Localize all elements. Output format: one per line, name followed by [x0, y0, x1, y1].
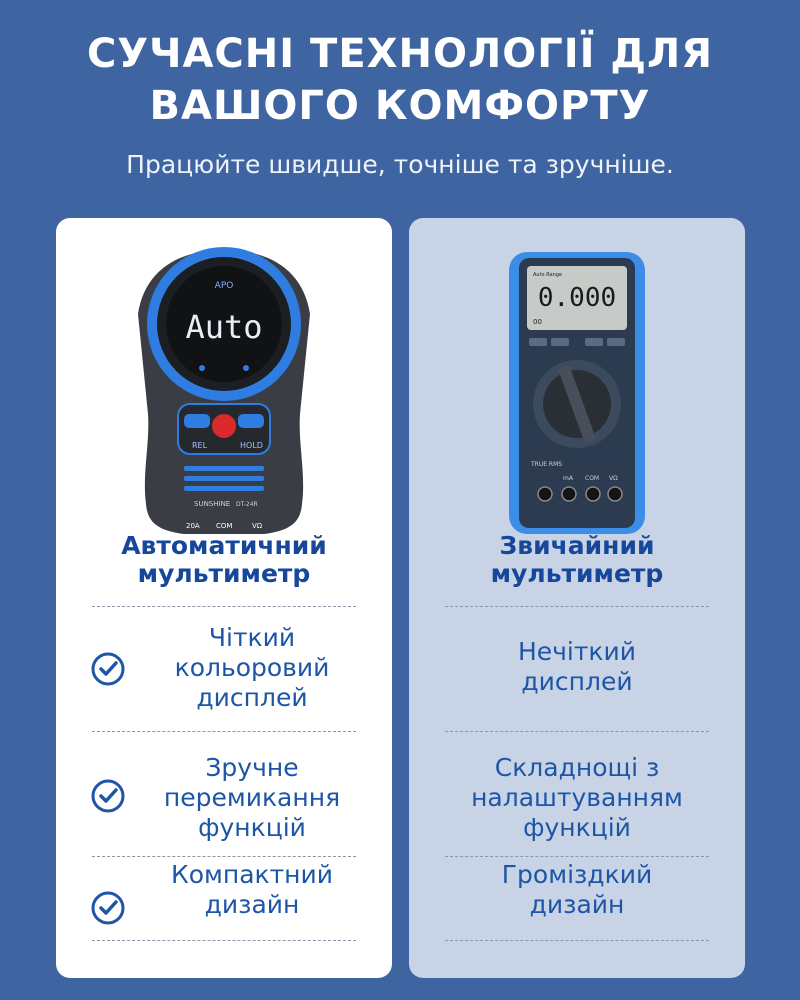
- automatic-title-line-1: Автоматичний: [121, 531, 327, 560]
- feature-bulky-design: [409, 856, 745, 976]
- check-circle-icon: [90, 778, 126, 814]
- automatic-screen-value: Auto: [185, 308, 263, 346]
- regular-display-label: Auto Range: [533, 272, 563, 278]
- automatic-jack-20a: 20A: [186, 522, 200, 530]
- automatic-title-line-2: мультиметр: [137, 559, 311, 588]
- regular-title-line-1: Звичайний: [499, 531, 655, 560]
- feature-line: Громіздкий: [501, 860, 653, 889]
- feature-line: дизайн: [529, 890, 625, 919]
- automatic-rel-label: REL: [192, 441, 208, 450]
- check-circle-icon: [90, 890, 126, 926]
- feature-text: [136, 753, 368, 843]
- feature-text: [136, 860, 368, 920]
- feature-line: Нечіткий: [517, 637, 637, 666]
- automatic-multimeter-title: [56, 532, 392, 588]
- feature-line: Зручне: [205, 753, 299, 782]
- feature-line: дисплей: [196, 683, 308, 712]
- divider: [445, 940, 709, 941]
- feature-line: функцій: [523, 813, 631, 842]
- automatic-brand: SUNSHINE: [194, 500, 231, 508]
- regular-jack-ma: mA: [563, 475, 573, 482]
- automatic-screen-top: APO: [214, 281, 234, 291]
- feature-clear-display: [56, 606, 392, 731]
- feature-easy-switching: [56, 731, 392, 856]
- headline-line-2: ВАШОГО КОМФОРТУ: [149, 83, 651, 129]
- feature-line: перемикання: [163, 783, 341, 812]
- feature-unclear-display: [409, 606, 745, 731]
- regular-title-line-2: мультиметр: [490, 559, 664, 588]
- automatic-jack-v: VΩ: [252, 522, 263, 530]
- feature-text: [429, 753, 725, 843]
- automatic-jack-com: COM: [216, 522, 233, 530]
- automatic-multimeter-image: [74, 244, 374, 534]
- regular-jack-com: COM: [585, 475, 600, 482]
- feature-text: [136, 623, 368, 713]
- feature-setup-difficulty: [409, 731, 745, 856]
- feature-compact-design: [56, 856, 392, 976]
- regular-multimeter-card: [409, 218, 745, 978]
- feature-text: [429, 637, 725, 697]
- feature-line: дисплей: [521, 667, 633, 696]
- feature-line: Чіткий: [208, 623, 296, 652]
- feature-line: дизайн: [204, 890, 300, 919]
- regular-multimeter-image: [427, 244, 727, 534]
- regular-display-value: 0.000: [537, 283, 617, 313]
- automatic-model: DT-24R: [236, 501, 258, 508]
- regular-true-rms: TRUE RMS: [531, 461, 563, 468]
- regular-jack-v: VΩ: [609, 475, 618, 482]
- regular-display-small: 00: [533, 318, 542, 326]
- automatic-hold-label: HOLD: [240, 441, 263, 450]
- regular-multimeter-title: [409, 532, 745, 588]
- headline-line-1: СУЧАСНІ ТЕХНОЛОГІЇ ДЛЯ: [86, 31, 714, 77]
- feature-line: Складнощі з: [494, 753, 660, 782]
- subheadline: Працюйте швидше, точніше та зручніше.: [126, 150, 674, 179]
- feature-line: функцій: [198, 813, 306, 842]
- headline: [0, 28, 800, 132]
- automatic-multimeter-card: [56, 218, 392, 978]
- divider: [92, 940, 356, 941]
- feature-line: кольоровий: [174, 653, 330, 682]
- feature-line: налаштуванням: [471, 783, 683, 812]
- feature-line: Компактний: [170, 860, 334, 889]
- feature-text: [429, 860, 725, 920]
- check-circle-icon: [90, 651, 126, 687]
